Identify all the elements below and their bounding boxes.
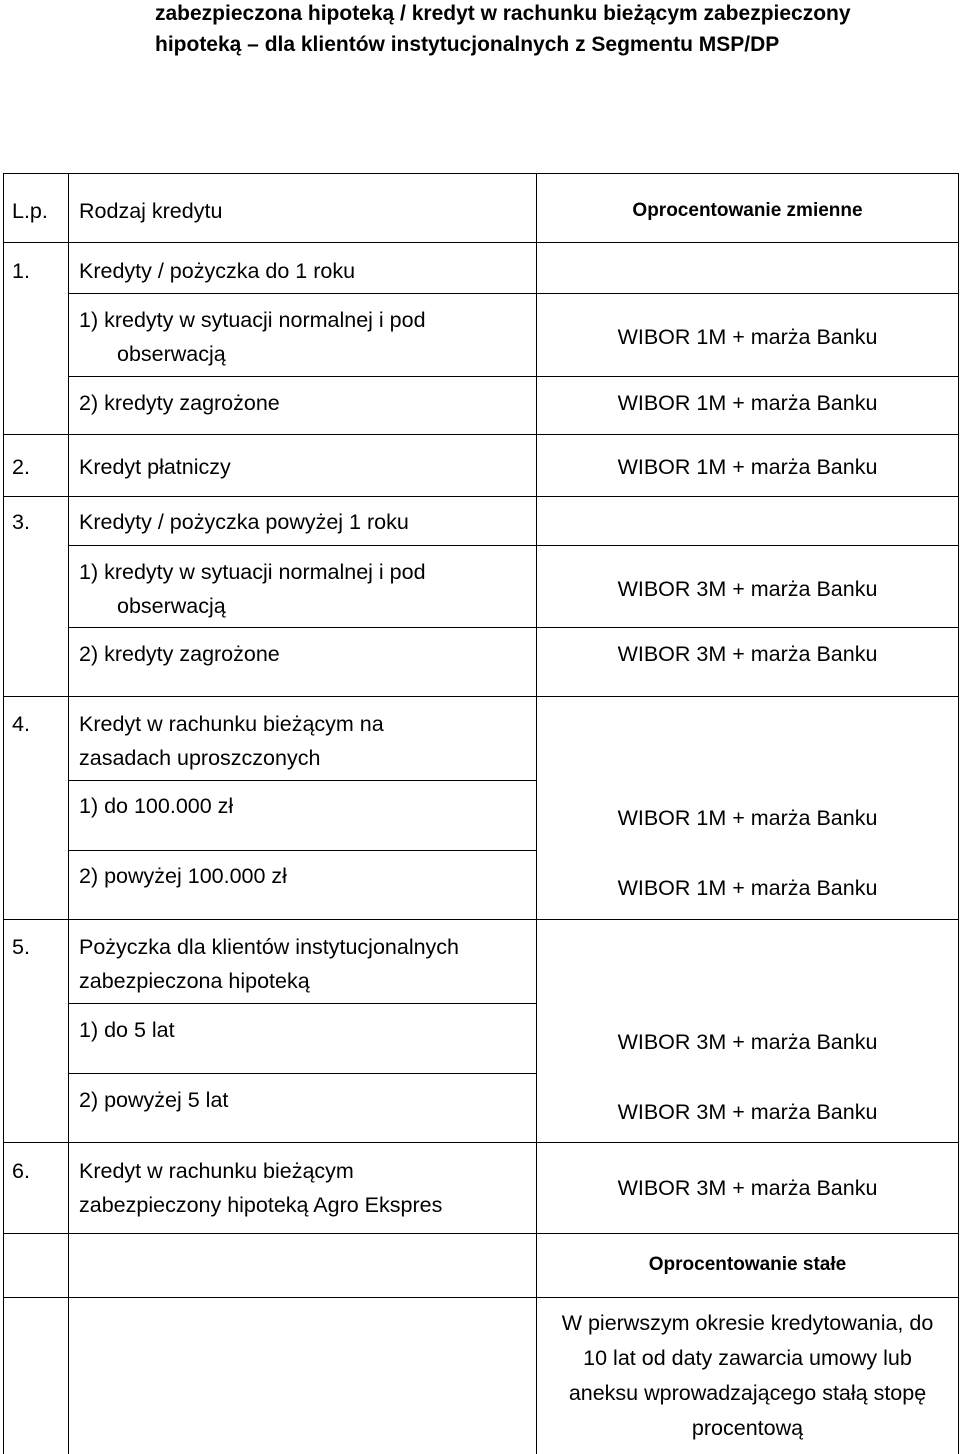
row-border <box>68 850 537 851</box>
header-fixed-rate: Oprocentowanie stałe <box>648 1254 847 1275</box>
row-number: 2. <box>12 455 30 479</box>
row-border <box>3 496 959 497</box>
table-border-right <box>958 173 959 1454</box>
row-border <box>68 627 959 628</box>
row-border <box>3 242 959 243</box>
row-border <box>3 696 959 697</box>
row-label-cont: zasadach uproszczonych <box>79 746 321 770</box>
row-border <box>3 173 959 174</box>
document-heading <box>155 0 955 60</box>
row-number: 3. <box>12 510 30 534</box>
row-label: Pożyczka dla klientów instytucjonalnych <box>79 935 460 959</box>
sub-row-label: 2) powyżej 100.000 zł <box>79 864 287 888</box>
fixed-rate-text-line: 10 lat od daty zawarcia umowy lub <box>583 1346 912 1370</box>
sub-row-label: 1) kredyty w sytuacji normalnej i pod <box>79 308 426 332</box>
table-border-left <box>3 173 4 1454</box>
row-border <box>68 780 537 781</box>
row-label: Kredyty / pożyczka powyżej 1 roku <box>79 510 409 534</box>
sub-row-label: 2) powyżej 5 lat <box>79 1088 229 1112</box>
heading-line-2: hipoteką – dla klientów instytucjonalnych z Segmentu MSP/DP <box>155 33 780 56</box>
rate-value: WIBOR 1M + marża Banku <box>617 876 878 900</box>
row-number: 6. <box>12 1159 30 1183</box>
rate-value: WIBOR 1M + marża Banku <box>617 325 878 349</box>
sub-row-label: 2) kredyty zagrożone <box>79 642 280 666</box>
row-border <box>3 1297 959 1298</box>
header-lp: L.p. <box>12 199 48 223</box>
sub-row-label: 2) kredyty zagrożone <box>79 391 280 415</box>
fixed-rate-text-line: procentową <box>691 1416 804 1440</box>
row-border <box>3 1233 959 1234</box>
row-border <box>68 293 959 294</box>
fixed-rate-text-line: aneksu wprowadzającego stałą stopę <box>568 1381 927 1405</box>
rate-value: WIBOR 1M + marża Banku <box>617 391 878 415</box>
heading-line-1: zabezpieczona hipoteką / kredyt w rachunku bieżącym zabezpieczony <box>155 2 851 25</box>
sub-row-label-cont: obserwacją <box>117 342 226 366</box>
rate-value: WIBOR 3M + marża Banku <box>617 1100 878 1124</box>
row-border <box>68 1073 537 1074</box>
sub-row-label: 1) kredyty w sytuacji normalnej i pod <box>79 560 426 584</box>
row-number: 4. <box>12 712 30 736</box>
row-label-cont: zabezpieczony hipoteką Agro Ekspres <box>79 1193 443 1217</box>
row-border <box>68 376 959 377</box>
row-label: Kredyt w rachunku bieżącym na <box>79 712 384 736</box>
row-label: Kredyty / pożyczka do 1 roku <box>79 259 356 283</box>
row-label: Kredyt w rachunku bieżącym <box>79 1159 354 1183</box>
row-border <box>68 1003 537 1004</box>
rate-value: WIBOR 3M + marża Banku <box>617 642 878 666</box>
row-border <box>68 545 959 546</box>
rate-value: WIBOR 1M + marża Banku <box>617 455 878 479</box>
sub-row-label-cont: obserwacją <box>117 594 226 618</box>
row-label-cont: zabezpieczona hipoteką <box>79 969 310 993</box>
row-border <box>3 1142 959 1143</box>
rate-value: WIBOR 3M + marża Banku <box>617 1030 878 1054</box>
header-credit-type: Rodzaj kredytu <box>79 199 223 223</box>
row-number: 1. <box>12 259 30 283</box>
sub-row-label: 1) do 100.000 zł <box>79 794 234 818</box>
sub-row-label: 1) do 5 lat <box>79 1018 175 1042</box>
row-border <box>3 434 959 435</box>
rate-value: WIBOR 3M + marża Banku <box>617 577 878 601</box>
row-label: Kredyt płatniczy <box>79 455 231 479</box>
row-border <box>3 919 959 920</box>
table-divider-lp <box>68 173 69 1454</box>
header-variable-rate: Oprocentowanie zmienne <box>632 200 863 221</box>
fixed-rate-text-line: W pierwszym okresie kredytowania, do <box>561 1311 934 1335</box>
row-number: 5. <box>12 935 30 959</box>
rate-value: WIBOR 3M + marża Banku <box>617 1176 878 1200</box>
rate-value: WIBOR 1M + marża Banku <box>617 806 878 830</box>
